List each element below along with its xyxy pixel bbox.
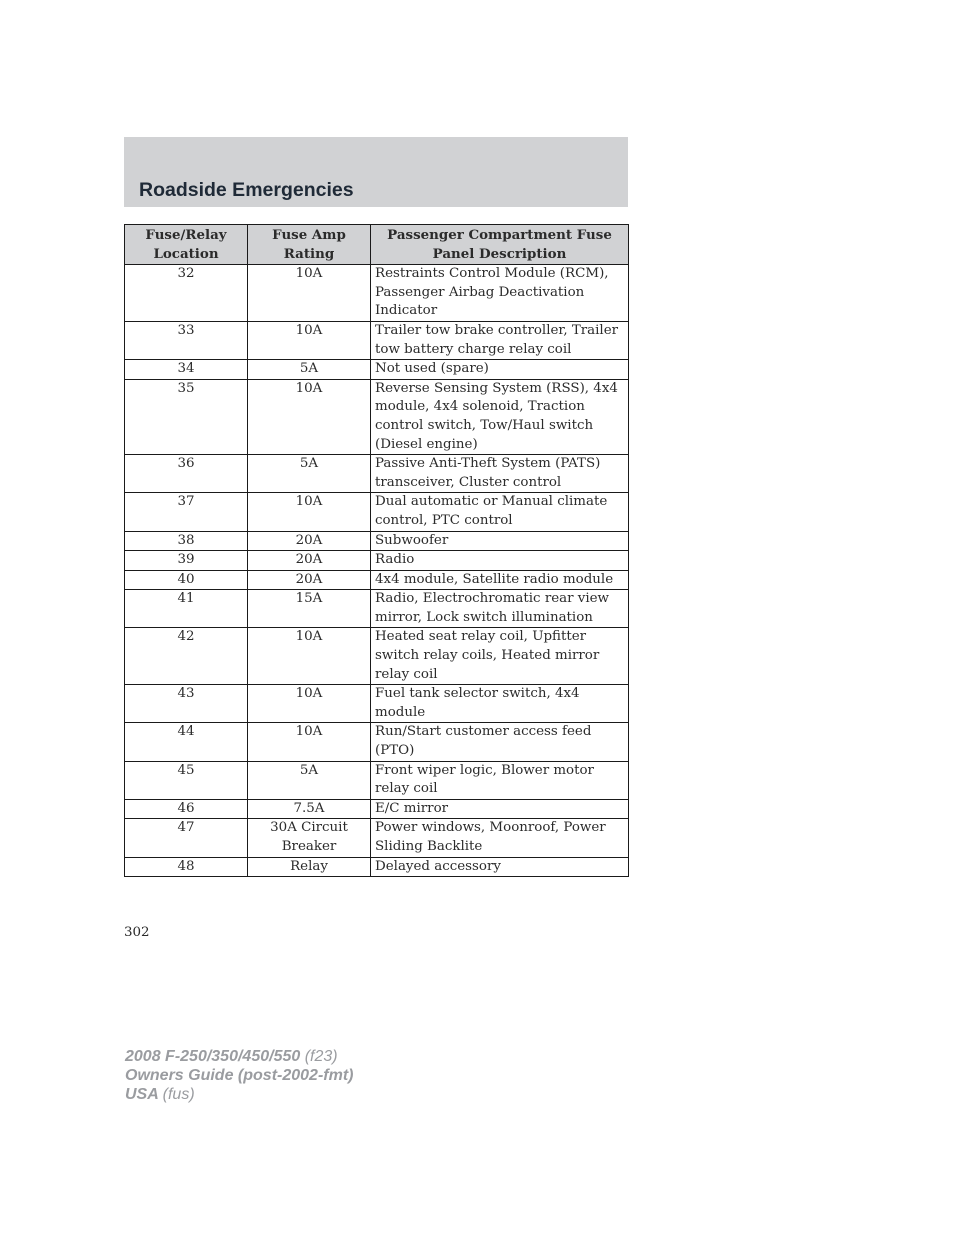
fuse-rating: 20A (248, 551, 371, 571)
fuse-description: Heated seat relay coil, Upfitter switch relay coils, Heated mirror relay coil (371, 628, 629, 685)
fuse-description: Run/Start customer access feed (PTO) (371, 723, 629, 761)
fuse-location: 34 (125, 360, 248, 380)
table-row (125, 531, 629, 551)
table-row (125, 570, 629, 590)
table-row (125, 360, 629, 380)
fuse-rating: 20A (248, 531, 371, 551)
table-row (125, 321, 629, 359)
section-header-band (124, 137, 628, 207)
table-row (125, 628, 629, 685)
footer-line-model (125, 1047, 353, 1066)
table-header-row (125, 225, 629, 265)
fuse-location: 45 (125, 761, 248, 799)
column-header-location: Fuse/Relay Location (125, 225, 248, 265)
fuse-description: Radio (371, 551, 629, 571)
fuse-description: Dual automatic or Manual climate control, PTC control (371, 493, 629, 531)
fuse-rating: 7.5A (248, 799, 371, 819)
fuse-description: Subwoofer (371, 531, 629, 551)
fuse-location: 47 (125, 819, 248, 857)
fuse-description: Trailer tow brake controller, Trailer tow battery charge relay coil (371, 321, 629, 359)
table-row (125, 685, 629, 723)
table-row (125, 455, 629, 493)
fuse-table (124, 224, 629, 877)
fuse-location: 46 (125, 799, 248, 819)
footer-line-market (125, 1085, 353, 1104)
footer-model: 2008 F-250/350/450/550 (125, 1048, 301, 1065)
table-row (125, 799, 629, 819)
fuse-rating: 15A (248, 590, 371, 628)
fuse-location: 44 (125, 723, 248, 761)
fuse-location: 37 (125, 493, 248, 531)
fuse-rating: Relay (248, 857, 371, 877)
fuse-location: 33 (125, 321, 248, 359)
fuse-description: Front wiper logic, Blower motor relay coil (371, 761, 629, 799)
fuse-description: Delayed accessory (371, 857, 629, 877)
fuse-location: 38 (125, 531, 248, 551)
table-row (125, 493, 629, 531)
table-row (125, 857, 629, 877)
table-row (125, 723, 629, 761)
fuse-rating: 5A (248, 360, 371, 380)
fuse-rating: 10A (248, 321, 371, 359)
fuse-rating: 10A (248, 379, 371, 454)
fuse-rating: 30A Circuit Breaker (248, 819, 371, 857)
footer-model-code: (f23) (304, 1048, 338, 1065)
fuse-location: 43 (125, 685, 248, 723)
fuse-description: Power windows, Moonroof, Power Sliding Backlite (371, 819, 629, 857)
fuse-rating: 10A (248, 723, 371, 761)
fuse-rating: 20A (248, 570, 371, 590)
fuse-location: 36 (125, 455, 248, 493)
fuse-description: Restraints Control Module (RCM), Passenger Airbag Deactivation Indicator (371, 265, 629, 322)
section-title: Roadside Emergencies (139, 179, 354, 201)
fuse-rating: 10A (248, 628, 371, 685)
table-row (125, 265, 629, 322)
column-header-description: Passenger Compartment Fuse Panel Description (371, 225, 629, 265)
fuse-description: Passive Anti-Theft System (PATS) transceiver, Cluster control (371, 455, 629, 493)
fuse-location: 40 (125, 570, 248, 590)
fuse-description: E/C mirror (371, 799, 629, 819)
fuse-rating: 5A (248, 761, 371, 799)
column-header-rating: Fuse Amp Rating (248, 225, 371, 265)
fuse-location: 32 (125, 265, 248, 322)
table-row (125, 379, 629, 454)
fuse-rating: 10A (248, 493, 371, 531)
fuse-description: Not used (spare) (371, 360, 629, 380)
fuse-description: Fuel tank selector switch, 4x4 module (371, 685, 629, 723)
fuse-location: 41 (125, 590, 248, 628)
fuse-rating: 5A (248, 455, 371, 493)
fuse-description: 4x4 module, Satellite radio module (371, 570, 629, 590)
table-row (125, 761, 629, 799)
fuse-description: Reverse Sensing System (RSS), 4x4 module, 4x4 solenoid, Traction control switch, Tow/Haul switch (Diesel engine) (371, 379, 629, 454)
fuse-rating: 10A (248, 685, 371, 723)
table-row (125, 819, 629, 857)
fuse-location: 48 (125, 857, 248, 877)
fuse-rating: 10A (248, 265, 371, 322)
document-footer (125, 1047, 353, 1104)
page-number: 302 (124, 925, 150, 940)
fuse-description: Radio, Electrochromatic rear view mirror, Lock switch illumination (371, 590, 629, 628)
fuse-location: 39 (125, 551, 248, 571)
footer-guide: Owners Guide (post-2002-fmt) (125, 1067, 354, 1084)
table-row (125, 551, 629, 571)
footer-market: USA (125, 1086, 159, 1103)
fuse-location: 42 (125, 628, 248, 685)
table-row (125, 590, 629, 628)
footer-market-code: (fus) (162, 1086, 195, 1103)
fuse-location: 35 (125, 379, 248, 454)
